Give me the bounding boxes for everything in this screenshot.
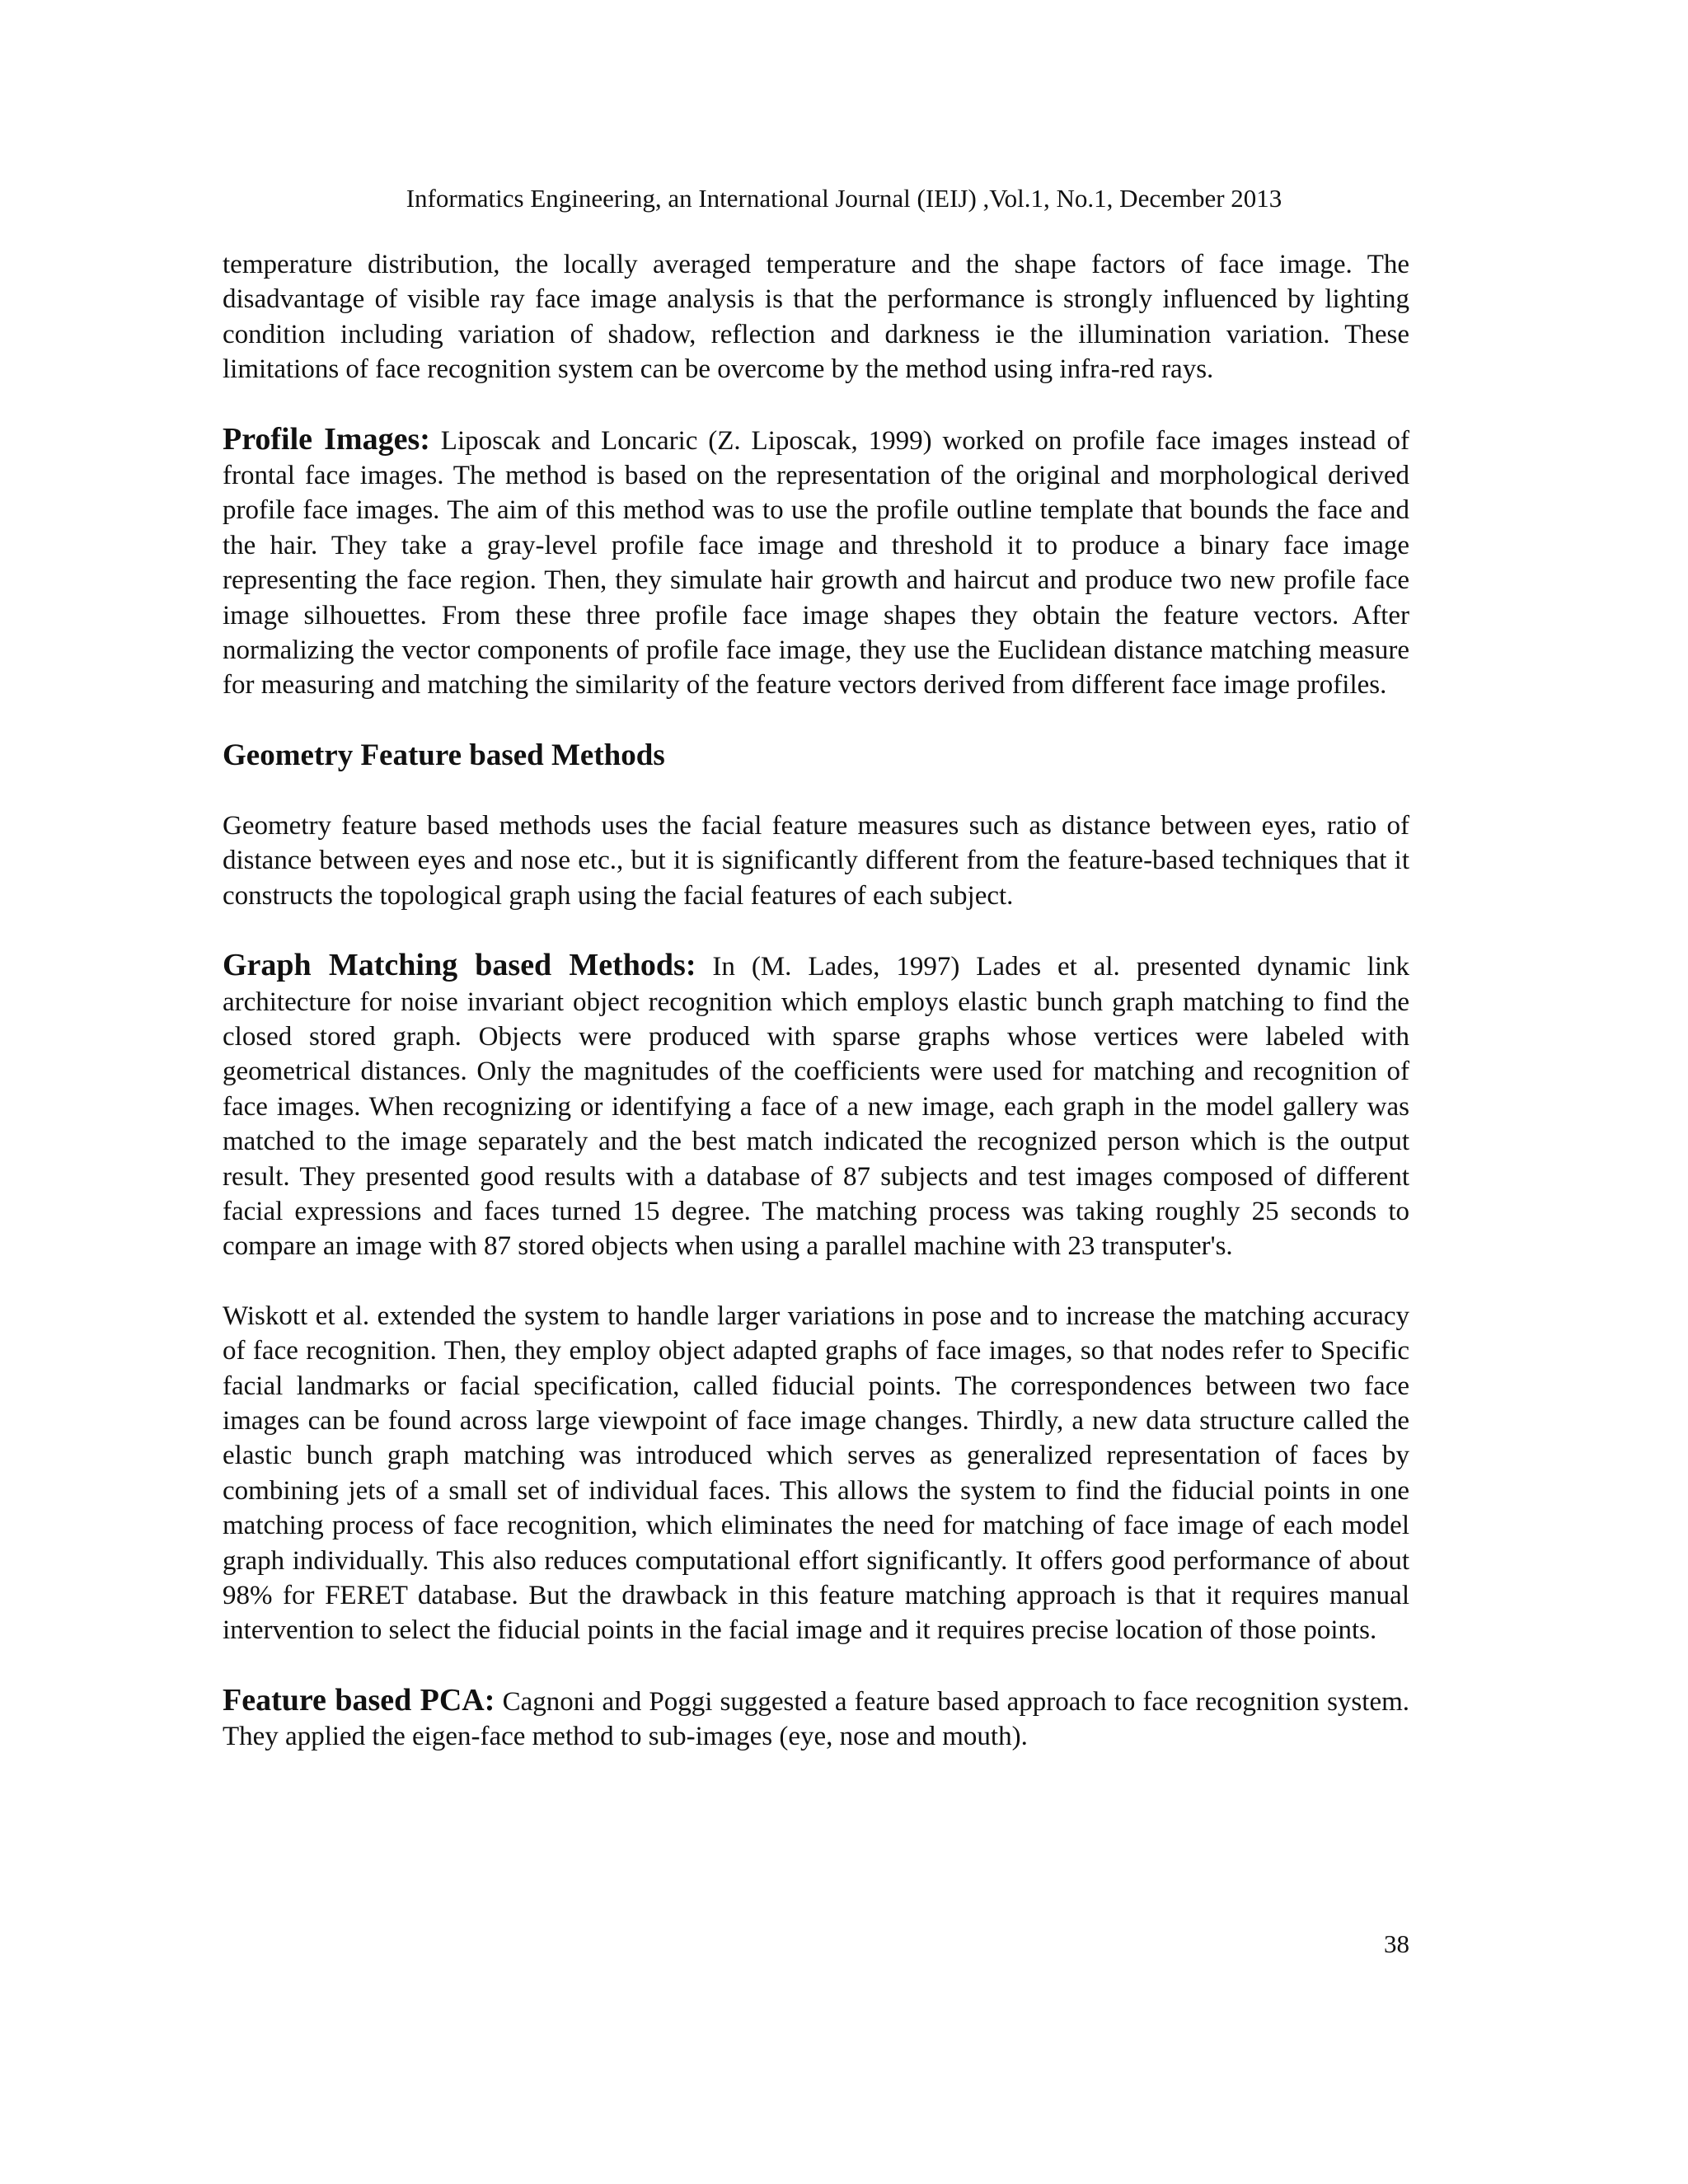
feature-pca-text: Cagnoni and Poggi suggested a feature based approach to face recognition system. They applied the eigen-face method to sub-images (eye, nose and mouth).: [223, 1686, 1410, 1752]
paragraph-graph-matching: [223, 948, 1409, 1264]
page-body: [223, 247, 1409, 1755]
section-heading-geometry: Geometry Feature based Methods: [223, 738, 665, 772]
paragraph-profile-images: [223, 422, 1409, 703]
paragraph-geometry: Geometry feature based methods uses the facial feature measures such as distance between eyes, ratio of distance between eyes and nose etc., but it is significantly different from the feature-based techniques that it constructs the topological graph using the facial features of each subject.: [223, 810, 1409, 911]
run-in-heading-profile-images: Profile Images:: [223, 421, 430, 457]
graph-matching-text: In (M. Lades, 1997) Lades et al. presented dynamic link architecture for noise invariant object recognition which employs elastic bunch graph matching to find the closed stored graph. Objects were produced with sparse graphs whose vertices were labeled with geometrical distances. Only the magnitudes of the coefficients were used for matching and recognition of face images. When recognizing or identifying a face of a new image, each graph in the model gallery was matched to the image separately and the best match indicated the recognized person which is the output result. They presented good results with a database of 87 subjects and test images composed of different facial expressions and faces turned 15 degree. The matching process was taking roughly 25 seconds to compare an image with 87 stored objects when using a parallel machine with 23 transputer's.: [223, 952, 1410, 1262]
paragraph-wiskott: Wiskott et al. extended the system to handle larger variations in pose and to increase the matching accuracy of face recognition. Then, they employ object adapted graphs of face images, so that nodes refer to Specific facial landmarks or facial specification, called fiducial points. The correspondences between two face images can be found across large viewpoint of face image changes. Thirdly, a new data structure called the elastic bunch graph matching was introduced which serves as generalized representation of faces by combining jets of a small set of individual faces. This allows the system to find the fiducial points in one matching process of face recognition, which eliminates the need for matching of face image of each model graph individually. This also reduces computational effort significantly. It offers good performance of about 98% for FERET database. But the drawback in this feature matching approach is that it requires manual intervention to select the fiducial points in the facial image and it requires precise location of those points.: [223, 1301, 1409, 1646]
paragraph-feature-pca: [223, 1683, 1409, 1755]
running-header: Informatics Engineering, an International Journal (IEIJ) ,Vol.1, No.1, December 2013: [406, 184, 1282, 213]
profile-images-text: Liposcak and Loncaric (Z. Liposcak, 1999) worked on profile face images instead of frontal face images. The method is based on the representation of the original and morphological derived profile face images. The aim of this method was to use the profile outline template that bounds the face and the hair. They take a gray-level profile face image and threshold it to produce a binary face image representing the face region. Then, they simulate hair growth and haircut and produce two new profile face image silhouettes. From these three profile face image shapes they obtain the feature vectors. After normalizing the vector components of profile face image, they use the Euclidean distance matching measure for measuring and matching the similarity of the feature vectors derived from different face image profiles.: [223, 425, 1410, 701]
page-number: 38: [1384, 1929, 1409, 1958]
paragraph-temperature: temperature distribution, the locally averaged temperature and the shape factors of face image. The disadvantage of visible ray face image analysis is that the performance is strongly influenced by lighting condition including variation of shadow, reflection and darkness ie the illumination variation. These limitations of face recognition system can be overcome by the method using infra-red rays.: [223, 250, 1409, 385]
run-in-heading-graph-matching: Graph Matching based Methods:: [223, 948, 696, 983]
run-in-heading-feature-pca: Feature based PCA:: [223, 1682, 495, 1718]
